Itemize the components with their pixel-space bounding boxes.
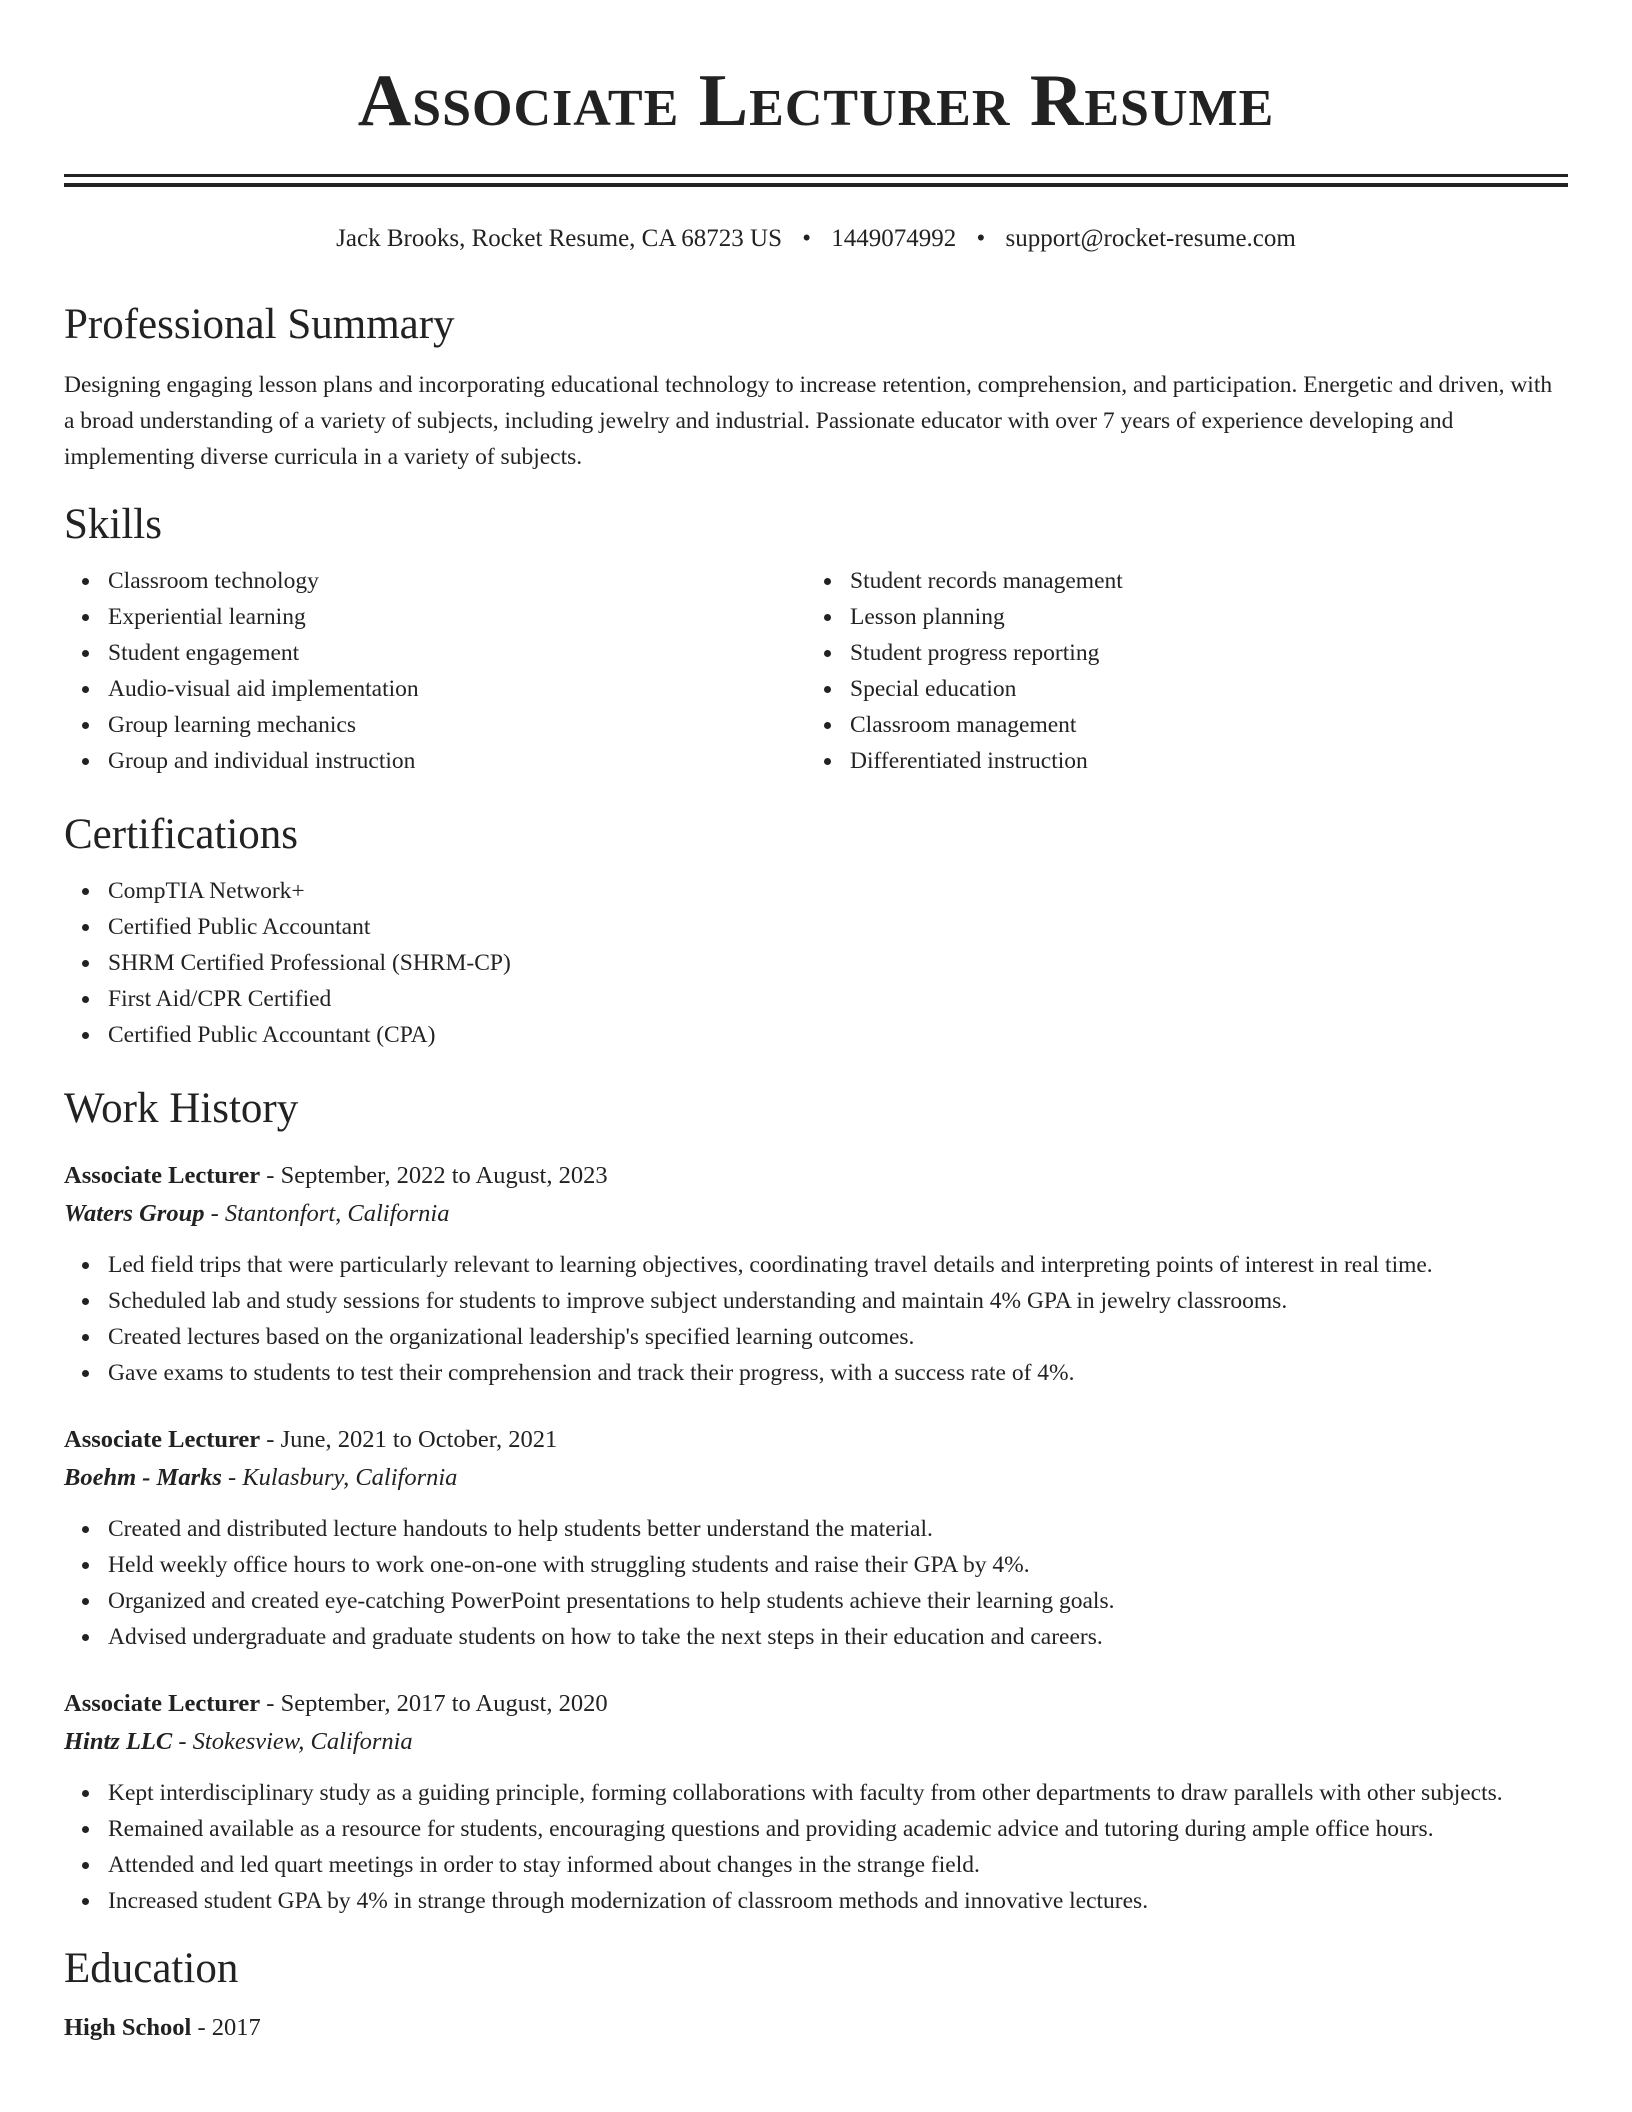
job-company: Waters Group <box>64 1200 205 1227</box>
job-location: - Kulasbury, California <box>221 1464 458 1491</box>
job-bullet: Organized and created eye-catching PowerPoint presentations to help students achieve their learning goals. <box>108 1583 1568 1619</box>
skill-item: Student engagement <box>108 635 806 671</box>
job-bullet: Kept interdisciplinary study as a guiding principle, forming collaborations with faculty from other departments to draw parallels with other subjects. <box>108 1775 1568 1811</box>
job-dates: - September, 2017 to August, 2020 <box>260 1690 608 1717</box>
skill-item: Classroom technology <box>108 563 806 599</box>
job-bullets <box>64 1247 1568 1391</box>
contact-separator: • <box>976 225 986 252</box>
skill-item: Student records management <box>850 563 1548 599</box>
contact-line <box>64 223 1568 255</box>
job-role: Associate Lecturer <box>64 1690 261 1717</box>
skill-item: Lesson planning <box>850 599 1548 635</box>
skill-item: Student progress reporting <box>850 635 1548 671</box>
job-title-line <box>64 1685 1568 1723</box>
contact-separator: • <box>802 225 812 252</box>
skill-item: Group and individual instruction <box>108 743 806 779</box>
job-bullet: Created and distributed lecture handouts to help students better understand the material. <box>108 1511 1568 1547</box>
skill-item: Special education <box>850 671 1548 707</box>
education-heading: Education <box>64 1945 239 1992</box>
skill-item: Classroom management <box>850 707 1548 743</box>
job-dates: - September, 2022 to August, 2023 <box>260 1162 608 1189</box>
certification-item: First Aid/CPR Certified <box>108 981 1568 1017</box>
contact-phone: 1449074992 <box>831 225 957 252</box>
certification-item: Certified Public Accountant <box>108 909 1568 945</box>
job-bullet: Held weekly office hours to work one-on-one with struggling students and raise their GPA by 4%. <box>108 1547 1568 1583</box>
job-bullet: Attended and led quart meetings in order to stay informed about changes in the strange field. <box>108 1847 1568 1883</box>
skills-heading: Skills <box>64 501 162 548</box>
job-location: - Stantonfort, California <box>204 1200 450 1227</box>
job-bullet: Led field trips that were particularly relevant to learning objectives, coordinating travel details and interpreting points of interest in real time. <box>108 1247 1568 1283</box>
job-bullets <box>64 1775 1568 1919</box>
contact-email: support@rocket-resume.com <box>1005 225 1296 252</box>
job-bullet: Advised undergraduate and graduate students on how to take the next steps in their education and careers. <box>108 1619 1568 1655</box>
skill-item: Differentiated instruction <box>850 743 1548 779</box>
title-rule-bottom <box>64 183 1568 187</box>
job-bullet: Remained available as a resource for students, encouraging questions and providing academic advice and tutoring during ample office hours. <box>108 1811 1568 1847</box>
job-company: Boehm - Marks <box>64 1464 222 1491</box>
job-bullet: Gave exams to students to test their comprehension and track their progress, with a success rate of 4%. <box>108 1355 1568 1391</box>
certifications-list <box>64 873 1568 1053</box>
contact-address: Jack Brooks, Rocket Resume, CA 68723 US <box>336 225 782 252</box>
job-bullets <box>64 1511 1568 1655</box>
skills-grid <box>64 563 1568 779</box>
job-role: Associate Lecturer <box>64 1162 261 1189</box>
education-year: - 2017 <box>191 2014 261 2041</box>
skill-item: Group learning mechanics <box>108 707 806 743</box>
job-employer-line <box>64 1459 1568 1497</box>
job-entry <box>64 1421 1568 1655</box>
resume-title: Associate Lecturer Resume <box>357 60 1275 142</box>
job-bullet: Scheduled lab and study sessions for students to improve subject understanding and maintain 4% GPA in jewelry classrooms. <box>108 1283 1568 1319</box>
certification-item: Certified Public Accountant (CPA) <box>108 1017 1568 1053</box>
work-history-heading: Work History <box>64 1085 299 1132</box>
job-entry <box>64 1685 1568 1919</box>
skills-list-left <box>64 563 806 779</box>
job-dates: - June, 2021 to October, 2021 <box>260 1426 558 1453</box>
education-entry <box>64 2009 1568 2047</box>
job-company: Hintz LLC <box>64 1728 173 1755</box>
job-title-line <box>64 1157 1568 1195</box>
job-employer-line <box>64 1723 1568 1761</box>
skill-item: Audio-visual aid implementation <box>108 671 806 707</box>
job-entry <box>64 1157 1568 1391</box>
job-employer-line <box>64 1195 1568 1233</box>
job-bullet: Created lectures based on the organizational leadership's specified learning outcomes. <box>108 1319 1568 1355</box>
job-bullet: Increased student GPA by 4% in strange through modernization of classroom methods and innovative lectures. <box>108 1883 1568 1919</box>
skills-list-right <box>806 563 1548 779</box>
job-role: Associate Lecturer <box>64 1426 261 1453</box>
title-rule-top <box>64 174 1568 177</box>
summary-text: Designing engaging lesson plans and incorporating educational technology to increase retention, comprehension, and participation. Energetic and driven, with a broad understanding of a variety of subjects, including jewelry and industrial. Passionate educator with over 7 years of experience developing and implementing diverse curricula in a variety of subjects. <box>64 372 1553 470</box>
summary-heading: Professional Summary <box>64 301 455 348</box>
certification-item: CompTIA Network+ <box>108 873 1568 909</box>
job-location: - Stokesview, California <box>172 1728 413 1755</box>
job-title-line <box>64 1421 1568 1459</box>
education-degree: High School <box>64 2014 192 2041</box>
certification-item: SHRM Certified Professional (SHRM-CP) <box>108 945 1568 981</box>
skill-item: Experiential learning <box>108 599 806 635</box>
certifications-heading: Certifications <box>64 811 299 858</box>
